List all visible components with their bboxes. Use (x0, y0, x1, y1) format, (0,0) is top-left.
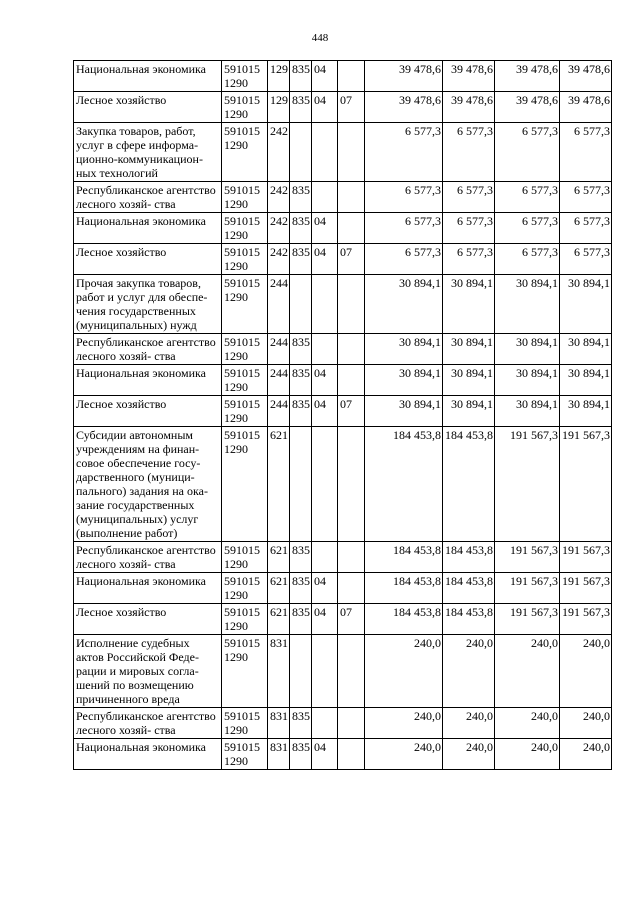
row-name-cell: Национальная экономика (74, 365, 222, 396)
section-cell: 04 (312, 573, 338, 604)
subsection-cell (338, 573, 365, 604)
amount-1-cell: 6 577,3 (365, 123, 443, 182)
administrator-code-cell: 835 (290, 604, 312, 635)
expense-type-cell: 242 (268, 182, 290, 213)
administrator-code-cell: 835 (290, 213, 312, 244)
expense-type-cell: 244 (268, 334, 290, 365)
amount-4-cell: 39 478,6 (560, 92, 612, 123)
table-row (74, 542, 612, 573)
table-row (74, 182, 612, 213)
amount-3-cell: 6 577,3 (495, 213, 560, 244)
section-cell (312, 334, 338, 365)
expense-type-cell: 129 (268, 92, 290, 123)
amount-2-cell: 30 894,1 (443, 334, 495, 365)
expense-type-cell: 244 (268, 365, 290, 396)
amount-4-cell: 191 567,3 (560, 573, 612, 604)
administrator-code-cell: 835 (290, 365, 312, 396)
amount-2-cell: 184 453,8 (443, 427, 495, 542)
target-article-cell: 591015 1290 (222, 635, 268, 708)
table-row (74, 365, 612, 396)
table-row (74, 275, 612, 334)
expense-type-cell: 831 (268, 708, 290, 739)
subsection-cell (338, 365, 365, 396)
administrator-code-cell: 835 (290, 92, 312, 123)
amount-2-cell: 240,0 (443, 739, 495, 770)
target-article-cell: 591015 1290 (222, 396, 268, 427)
row-name-cell: Лесное хозяйство (74, 604, 222, 635)
amount-1-cell: 184 453,8 (365, 542, 443, 573)
section-cell (312, 182, 338, 213)
section-cell: 04 (312, 92, 338, 123)
table-row (74, 213, 612, 244)
page-number: 448 (311, 32, 329, 44)
table-row (74, 92, 612, 123)
amount-4-cell: 191 567,3 (560, 542, 612, 573)
table-row (74, 396, 612, 427)
expense-type-cell: 621 (268, 542, 290, 573)
expense-type-cell: 621 (268, 427, 290, 542)
row-name-cell: Лесное хозяйство (74, 244, 222, 275)
expense-type-cell: 242 (268, 123, 290, 182)
amount-3-cell: 191 567,3 (495, 542, 560, 573)
section-cell (312, 635, 338, 708)
section-cell: 04 (312, 739, 338, 770)
subsection-cell (338, 708, 365, 739)
expense-type-cell: 242 (268, 244, 290, 275)
amount-1-cell: 6 577,3 (365, 182, 443, 213)
subsection-cell (338, 61, 365, 92)
amount-4-cell: 30 894,1 (560, 396, 612, 427)
administrator-code-cell: 835 (290, 182, 312, 213)
amount-2-cell: 240,0 (443, 708, 495, 739)
target-article-cell: 591015 1290 (222, 61, 268, 92)
target-article-cell: 591015 1290 (222, 92, 268, 123)
table-row (74, 427, 612, 542)
table-row (74, 635, 612, 708)
amount-1-cell: 240,0 (365, 708, 443, 739)
amount-2-cell: 30 894,1 (443, 275, 495, 334)
amount-2-cell: 6 577,3 (443, 213, 495, 244)
amount-4-cell: 191 567,3 (560, 427, 612, 542)
amount-4-cell: 6 577,3 (560, 213, 612, 244)
target-article-cell: 591015 1290 (222, 123, 268, 182)
table-row (74, 334, 612, 365)
amount-3-cell: 30 894,1 (495, 365, 560, 396)
administrator-code-cell: 835 (290, 739, 312, 770)
amount-1-cell: 6 577,3 (365, 244, 443, 275)
amount-3-cell: 30 894,1 (495, 334, 560, 365)
amount-4-cell: 30 894,1 (560, 365, 612, 396)
amount-2-cell: 39 478,6 (443, 61, 495, 92)
subsection-cell (338, 542, 365, 573)
expense-type-cell: 831 (268, 635, 290, 708)
administrator-code-cell: 835 (290, 573, 312, 604)
section-cell: 04 (312, 604, 338, 635)
row-name-cell: Республиканское агентство лесного хозяй- ства (74, 708, 222, 739)
amount-1-cell: 240,0 (365, 635, 443, 708)
expense-type-cell: 831 (268, 739, 290, 770)
amount-3-cell: 6 577,3 (495, 244, 560, 275)
target-article-cell: 591015 1290 (222, 542, 268, 573)
amount-3-cell: 240,0 (495, 635, 560, 708)
row-name-cell: Национальная экономика (74, 213, 222, 244)
row-name-cell: Республиканское агентство лесного хозяй- ства (74, 182, 222, 213)
amount-2-cell: 184 453,8 (443, 573, 495, 604)
amount-3-cell: 6 577,3 (495, 123, 560, 182)
amount-1-cell: 30 894,1 (365, 275, 443, 334)
amount-3-cell: 240,0 (495, 739, 560, 770)
amount-4-cell: 39 478,6 (560, 61, 612, 92)
subsection-cell: 07 (338, 604, 365, 635)
table-row (74, 604, 612, 635)
table-row (74, 244, 612, 275)
amount-3-cell: 191 567,3 (495, 604, 560, 635)
administrator-code-cell (290, 275, 312, 334)
administrator-code-cell: 835 (290, 61, 312, 92)
subsection-cell (338, 123, 365, 182)
amount-2-cell: 39 478,6 (443, 92, 495, 123)
subsection-cell (338, 739, 365, 770)
amount-2-cell: 6 577,3 (443, 244, 495, 275)
administrator-code-cell (290, 123, 312, 182)
expense-type-cell: 129 (268, 61, 290, 92)
amount-3-cell: 39 478,6 (495, 61, 560, 92)
row-name-cell: Закупка товаров, работ, услуг в сфере информа- ционно-коммуникацион- ных технологий (74, 123, 222, 182)
subsection-cell (338, 182, 365, 213)
table-row (74, 573, 612, 604)
section-cell (312, 708, 338, 739)
section-cell: 04 (312, 365, 338, 396)
amount-3-cell: 191 567,3 (495, 573, 560, 604)
target-article-cell: 591015 1290 (222, 334, 268, 365)
subsection-cell (338, 635, 365, 708)
subsection-cell: 07 (338, 396, 365, 427)
administrator-code-cell: 835 (290, 244, 312, 275)
amount-4-cell: 240,0 (560, 739, 612, 770)
amount-4-cell: 6 577,3 (560, 182, 612, 213)
row-name-cell: Субсидии автономным учреждениям на финан- совое обеспечение госу- дарственного (муници- пального) задания на ока- зание государственных (муниципальных) услуг (выполнение работ) (74, 427, 222, 542)
expense-type-cell: 244 (268, 275, 290, 334)
section-cell (312, 427, 338, 542)
expense-type-cell: 621 (268, 604, 290, 635)
amount-3-cell: 191 567,3 (495, 427, 560, 542)
expense-type-cell: 244 (268, 396, 290, 427)
row-name-cell: Лесное хозяйство (74, 92, 222, 123)
amount-2-cell: 6 577,3 (443, 182, 495, 213)
row-name-cell: Республиканское агентство лесного хозяй- ства (74, 334, 222, 365)
section-cell: 04 (312, 244, 338, 275)
amount-1-cell: 184 453,8 (365, 573, 443, 604)
amount-1-cell: 240,0 (365, 739, 443, 770)
amount-4-cell: 191 567,3 (560, 604, 612, 635)
amount-2-cell: 184 453,8 (443, 604, 495, 635)
expense-type-cell: 621 (268, 573, 290, 604)
subsection-cell: 07 (338, 244, 365, 275)
section-cell (312, 275, 338, 334)
row-name-cell: Национальная экономика (74, 61, 222, 92)
target-article-cell: 591015 1290 (222, 213, 268, 244)
amount-1-cell: 30 894,1 (365, 365, 443, 396)
expense-type-cell: 242 (268, 213, 290, 244)
table-body (74, 61, 612, 770)
target-article-cell: 591015 1290 (222, 275, 268, 334)
administrator-code-cell: 835 (290, 396, 312, 427)
amount-1-cell: 184 453,8 (365, 427, 443, 542)
amount-4-cell: 240,0 (560, 708, 612, 739)
subsection-cell: 07 (338, 92, 365, 123)
amount-3-cell: 6 577,3 (495, 182, 560, 213)
administrator-code-cell: 835 (290, 542, 312, 573)
subsection-cell (338, 334, 365, 365)
amount-1-cell: 184 453,8 (365, 604, 443, 635)
amount-3-cell: 30 894,1 (495, 396, 560, 427)
row-name-cell: Исполнение судебных актов Российской Феде- рации и мировых согла- шений по возмещению причиненного вреда (74, 635, 222, 708)
target-article-cell: 591015 1290 (222, 182, 268, 213)
table-row (74, 708, 612, 739)
table-row (74, 123, 612, 182)
administrator-code-cell (290, 635, 312, 708)
administrator-code-cell: 835 (290, 334, 312, 365)
row-name-cell: Лесное хозяйство (74, 396, 222, 427)
section-cell (312, 542, 338, 573)
amount-1-cell: 30 894,1 (365, 396, 443, 427)
amount-1-cell: 39 478,6 (365, 61, 443, 92)
row-name-cell: Прочая закупка товаров, работ и услуг для обеспе- чения государственных (муниципальных) нужд (74, 275, 222, 334)
amount-4-cell: 240,0 (560, 635, 612, 708)
section-cell: 04 (312, 61, 338, 92)
amount-1-cell: 6 577,3 (365, 213, 443, 244)
amount-3-cell: 30 894,1 (495, 275, 560, 334)
target-article-cell: 591015 1290 (222, 365, 268, 396)
amount-2-cell: 6 577,3 (443, 123, 495, 182)
table-row (74, 739, 612, 770)
administrator-code-cell (290, 427, 312, 542)
amount-4-cell: 30 894,1 (560, 334, 612, 365)
amount-2-cell: 30 894,1 (443, 396, 495, 427)
amount-1-cell: 39 478,6 (365, 92, 443, 123)
row-name-cell: Национальная экономика (74, 739, 222, 770)
amount-1-cell: 30 894,1 (365, 334, 443, 365)
row-name-cell: Национальная экономика (74, 573, 222, 604)
target-article-cell: 591015 1290 (222, 604, 268, 635)
target-article-cell: 591015 1290 (222, 244, 268, 275)
section-cell: 04 (312, 213, 338, 244)
amount-2-cell: 240,0 (443, 635, 495, 708)
target-article-cell: 591015 1290 (222, 427, 268, 542)
amount-2-cell: 30 894,1 (443, 365, 495, 396)
section-cell: 04 (312, 396, 338, 427)
amount-4-cell: 6 577,3 (560, 123, 612, 182)
amount-2-cell: 184 453,8 (443, 542, 495, 573)
table-row (74, 61, 612, 92)
amount-4-cell: 30 894,1 (560, 275, 612, 334)
subsection-cell (338, 275, 365, 334)
subsection-cell (338, 213, 365, 244)
subsection-cell (338, 427, 365, 542)
section-cell (312, 123, 338, 182)
administrator-code-cell: 835 (290, 708, 312, 739)
row-name-cell: Республиканское агентство лесного хозяй- ства (74, 542, 222, 573)
target-article-cell: 591015 1290 (222, 708, 268, 739)
amount-3-cell: 39 478,6 (495, 92, 560, 123)
target-article-cell: 591015 1290 (222, 573, 268, 604)
budget-table (73, 60, 612, 770)
amount-4-cell: 6 577,3 (560, 244, 612, 275)
target-article-cell: 591015 1290 (222, 739, 268, 770)
amount-3-cell: 240,0 (495, 708, 560, 739)
